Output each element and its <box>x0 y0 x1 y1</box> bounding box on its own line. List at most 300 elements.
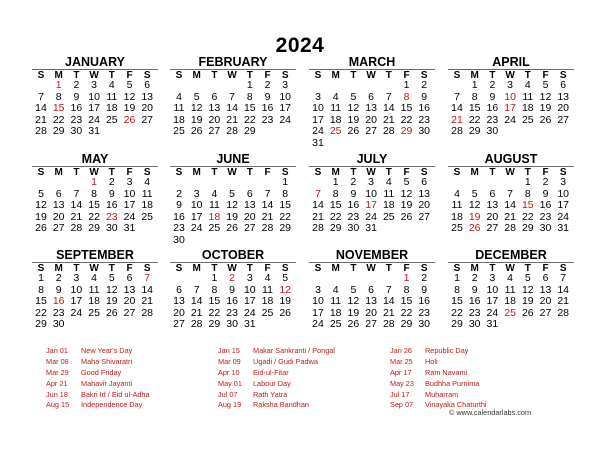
calendar-day: 19 <box>539 102 552 114</box>
holiday-day: 21 <box>451 113 463 126</box>
holiday-date: Jul 07 <box>218 389 238 399</box>
weekday-label: M <box>470 263 479 274</box>
weekday-label: T <box>385 263 392 274</box>
calendar-day: 9 <box>229 283 236 296</box>
holiday-row <box>218 379 383 390</box>
calendar-day: 17 <box>88 102 100 114</box>
calendar-day: 4 <box>176 90 182 103</box>
holiday-column <box>218 346 383 411</box>
calendar-day: 22 <box>279 210 292 223</box>
calendar-day: 30 <box>70 125 83 137</box>
calendar-day: 9 <box>176 199 182 211</box>
calendar-day: 16 <box>418 295 431 307</box>
holiday-day: 8 <box>403 90 410 103</box>
holiday-name: Maha Shivaratri <box>81 356 133 366</box>
calendar-day: 10 <box>123 187 136 200</box>
calendar-day: 27 <box>365 125 377 137</box>
calendar-day: 19 <box>190 113 203 126</box>
calendar-day: 16 <box>539 199 552 211</box>
calendar-day: 6 <box>421 176 428 188</box>
calendar-day: 18 <box>451 210 463 223</box>
calendar-day: 23 <box>539 210 552 223</box>
holiday-name: Ram Navami <box>425 367 468 377</box>
calendar-day: 1 <box>38 272 44 284</box>
holiday-day: 7 <box>315 187 321 200</box>
holiday-day: 25 <box>329 125 342 137</box>
holiday-day: 26 <box>468 222 481 234</box>
calendar-day: 25 <box>261 306 274 319</box>
holiday-name: Makar Sankranti / Pongal <box>253 346 335 355</box>
holiday-date: Jul 17 <box>390 389 410 399</box>
calendar-day: 7 <box>73 187 80 200</box>
calendar-day: 24 <box>557 210 570 223</box>
calendar-day: 27 <box>539 306 552 319</box>
month-name: OCTOBER <box>201 248 265 262</box>
calendar-day: 31 <box>243 318 256 330</box>
weekday-label: S <box>559 263 567 274</box>
calendar-day: 26 <box>347 318 360 330</box>
calendar-day: 18 <box>329 306 342 319</box>
weekday-label: F <box>264 263 271 274</box>
calendar-day: 4 <box>385 176 392 188</box>
weekday-label: T <box>350 263 357 274</box>
weekday-label: S <box>175 263 183 274</box>
calendar-day: 25 <box>382 210 395 223</box>
holiday-row <box>390 368 555 379</box>
calendar-day: 16 <box>226 295 238 307</box>
holiday-day: 12 <box>279 283 292 296</box>
calendar-day: 28 <box>557 306 570 319</box>
calendar-day: 10 <box>312 102 324 114</box>
weekday-label: F <box>264 167 271 178</box>
calendar-day: 12 <box>105 283 118 296</box>
calendar-day: 14 <box>451 102 463 114</box>
calendar-day: 2 <box>489 79 496 91</box>
weekday-label: F <box>542 167 549 178</box>
calendar-day: 8 <box>211 283 218 296</box>
calendar-day: 22 <box>451 306 463 319</box>
calendar-day: 8 <box>282 187 289 200</box>
calendar-day: 30 <box>105 222 118 234</box>
calendar-day: 29 <box>451 318 463 330</box>
calendar-day: 26 <box>539 113 552 126</box>
month-september <box>32 249 158 361</box>
calendar-day: 15 <box>400 295 413 307</box>
calendar-day: 24 <box>486 306 499 319</box>
weekday-label: W <box>505 167 515 178</box>
weekday-label: F <box>403 263 410 274</box>
calendar-day: 29 <box>243 125 256 137</box>
calendar-day: 11 <box>522 90 534 103</box>
calendar-day: 16 <box>105 199 118 211</box>
holiday-day: 18 <box>208 210 221 223</box>
weekday-label: T <box>524 167 531 178</box>
calendar-day: 4 <box>524 79 531 91</box>
calendar-day: 14 <box>190 295 203 307</box>
holiday-date: Mar 08 <box>46 356 69 366</box>
month-name: NOVEMBER <box>335 248 409 262</box>
calendar-day: 25 <box>521 113 534 126</box>
calendar-day: 14 <box>226 102 238 114</box>
calendar-day: 13 <box>365 295 377 307</box>
calendar-day: 8 <box>471 90 478 103</box>
calendar-day: 30 <box>418 318 431 330</box>
calendar-day: 22 <box>400 306 413 319</box>
calendar-day: 23 <box>226 306 238 319</box>
weekday-label: T <box>211 263 218 274</box>
calendar-day: 22 <box>400 113 413 126</box>
calendar-day: 11 <box>383 187 395 200</box>
holiday-day: 7 <box>144 272 151 284</box>
calendar-day: 30 <box>468 318 481 330</box>
calendar-day: 15 <box>329 199 342 211</box>
calendar-day: 6 <box>368 283 375 296</box>
weekday-label: S <box>453 263 461 274</box>
calendar-day: 21 <box>312 210 324 223</box>
holiday-date: Jan 15 <box>218 346 240 355</box>
holiday-date: Jan 01 <box>46 346 68 355</box>
weekday-label: M <box>192 167 201 178</box>
calendar-day: 1 <box>524 176 531 188</box>
calendar-day: 15 <box>400 102 413 114</box>
weekday-label: T <box>246 263 253 274</box>
holiday-date: Mar 09 <box>218 356 241 366</box>
calendar-day: 5 <box>403 176 410 188</box>
calendar-day: 22 <box>468 113 481 126</box>
calendar-day: 22 <box>52 113 65 126</box>
weekday-label: S <box>314 263 322 274</box>
calendar-day: 12 <box>400 187 413 200</box>
calendar-day: 30 <box>52 318 65 330</box>
calendar-day: 20 <box>52 210 65 223</box>
calendar-day: 4 <box>507 272 514 284</box>
calendar-day: 28 <box>226 125 238 137</box>
calendar-day: 11 <box>451 199 463 211</box>
calendar-day: 25 <box>451 222 463 234</box>
calendar-day: 4 <box>264 272 271 284</box>
calendar-day: 2 <box>108 176 115 188</box>
calendar-day: 12 <box>35 199 47 211</box>
calendar-day: 16 <box>261 102 274 114</box>
holiday-day: 10 <box>504 90 516 103</box>
calendar-day: 3 <box>489 272 496 284</box>
calendar-day: 20 <box>365 306 377 319</box>
weekday-label: S <box>281 263 289 274</box>
calendar-day: 3 <box>315 283 321 296</box>
calendar-day: 5 <box>38 187 44 200</box>
calendar-day: 5 <box>108 272 115 284</box>
calendar-day: 3 <box>91 79 98 91</box>
calendar-day: 13 <box>418 187 431 200</box>
holiday-name: Labour Day <box>253 378 291 388</box>
calendar-day: 9 <box>421 283 428 296</box>
weekday-label: T <box>246 70 253 81</box>
calendar-day: 23 <box>418 113 431 126</box>
calendar-day: 31 <box>88 125 100 137</box>
holiday-date: May 23 <box>390 378 414 388</box>
calendar-day: 1 <box>282 176 289 188</box>
calendar-day: 26 <box>226 222 238 234</box>
holiday-day: 2 <box>229 272 236 284</box>
weekday-label: M <box>192 263 201 274</box>
calendar-day: 30 <box>347 222 360 234</box>
calendar-day: 6 <box>560 79 567 91</box>
calendar-day: 22 <box>329 210 342 223</box>
holiday-row <box>46 400 211 411</box>
calendar-day: 21 <box>35 113 47 126</box>
weekday-label: S <box>281 70 289 81</box>
calendar-day: 29 <box>208 318 221 330</box>
calendar-day: 22 <box>243 113 256 126</box>
calendar-day: 12 <box>468 199 481 211</box>
calendar-day: 13 <box>123 283 136 296</box>
calendar-day: 28 <box>190 318 203 330</box>
calendar-day: 7 <box>193 283 200 296</box>
calendar-day: 1 <box>454 272 460 284</box>
calendar-day: 14 <box>382 295 395 307</box>
calendar-day: 26 <box>279 306 292 319</box>
calendar-day: 18 <box>261 295 274 307</box>
calendar-day: 15 <box>451 295 463 307</box>
calendar-day: 18 <box>88 295 100 307</box>
weekday-label: T <box>489 70 496 81</box>
calendar-day: 5 <box>229 187 236 200</box>
weekday-label: S <box>175 70 183 81</box>
month-name: JANUARY <box>65 55 125 69</box>
holiday-name: Mahavir Jayanti <box>81 378 133 388</box>
calendar-day: 10 <box>365 187 377 200</box>
month-november <box>309 249 435 361</box>
calendar-day: 27 <box>52 222 65 234</box>
calendar-day: 17 <box>312 113 324 126</box>
calendar-day: 27 <box>418 210 431 223</box>
calendar-year-title: 2024 <box>275 34 325 57</box>
weekday-label: T <box>385 70 392 81</box>
weekday-label: T <box>350 167 357 178</box>
calendar-day: 27 <box>486 222 499 234</box>
calendar-day: 27 <box>141 113 154 126</box>
calendar-day: 22 <box>208 306 221 319</box>
calendar-day: 17 <box>279 102 292 114</box>
calendar-day: 11 <box>208 199 220 211</box>
calendar-day: 7 <box>38 90 44 103</box>
calendar-day: 26 <box>35 222 47 234</box>
calendar-day: 9 <box>264 90 271 103</box>
calendar-day: 10 <box>312 295 324 307</box>
weekday-label: T <box>211 167 218 178</box>
calendar-day: 3 <box>73 272 80 284</box>
calendar-day: 13 <box>365 102 377 114</box>
holiday-day: 1 <box>91 176 98 188</box>
calendar-day: 1 <box>211 272 218 284</box>
calendar-day: 26 <box>105 306 118 319</box>
calendar-day: 13 <box>208 102 221 114</box>
calendar-day: 14 <box>382 102 395 114</box>
calendar-day: 7 <box>507 187 514 200</box>
calendar-day: 23 <box>347 210 360 223</box>
calendar-day: 4 <box>454 187 460 200</box>
calendar-day: 8 <box>91 187 98 200</box>
holiday-name: Eid-ul-Fitar <box>253 367 289 377</box>
holiday-row <box>218 346 383 357</box>
calendar-day: 2 <box>542 176 549 188</box>
calendar-day: 22 <box>35 306 47 319</box>
calendar-day: 29 <box>52 125 65 137</box>
weekday-label: S <box>453 70 461 81</box>
calendar-day: 6 <box>489 187 496 200</box>
calendar-day: 16 <box>70 102 83 114</box>
weekday-label: T <box>524 70 531 81</box>
calendar-day: 3 <box>507 79 514 91</box>
calendar-day: 21 <box>141 295 154 307</box>
calendar-day: 24 <box>243 306 256 319</box>
weekday-label: T <box>211 70 218 81</box>
calendar-day: 10 <box>190 199 203 211</box>
calendar-day: 31 <box>486 318 499 330</box>
calendar-day: 24 <box>365 210 377 223</box>
calendar-day: 1 <box>403 79 410 91</box>
weekday-label: S <box>453 167 461 178</box>
calendar-day: 24 <box>123 210 136 223</box>
calendar-day: 14 <box>35 102 47 114</box>
calendar-day: 8 <box>454 283 460 296</box>
calendar-day: 13 <box>557 90 570 103</box>
calendar-day: 5 <box>350 283 357 296</box>
holiday-day: 17 <box>504 102 516 114</box>
weekday-label: S <box>37 263 45 274</box>
holiday-day: 15 <box>52 102 65 114</box>
weekday-label: F <box>126 70 133 81</box>
calendar-day: 25 <box>173 125 185 137</box>
weekday-label: S <box>143 263 151 274</box>
calendar-day: 28 <box>504 222 516 234</box>
calendar-day: 27 <box>365 318 377 330</box>
calendar-day: 18 <box>173 113 185 126</box>
month-name: APRIL <box>492 55 530 69</box>
weekday-label: T <box>350 70 357 81</box>
holiday-row <box>390 390 555 401</box>
holiday-day: 19 <box>468 210 481 223</box>
holiday-day: 1 <box>403 272 410 284</box>
calendar-day: 4 <box>332 90 339 103</box>
calendar-day: 14 <box>504 199 516 211</box>
calendar-day: 9 <box>542 187 549 200</box>
calendar-day: 7 <box>560 272 567 284</box>
holiday-day: 29 <box>400 125 413 137</box>
calendar-day: 9 <box>108 187 115 200</box>
calendar-day: 30 <box>173 233 185 246</box>
holiday-name: Rath Yatra <box>253 389 288 399</box>
calendar-day: 9 <box>55 283 62 296</box>
holiday-name: Good Friday <box>81 367 122 377</box>
calendar-day: 30 <box>418 125 431 137</box>
calendar-day: 24 <box>70 306 83 319</box>
holiday-date: Apr 21 <box>46 378 68 388</box>
weekday-label: S <box>314 70 322 81</box>
calendar-day: 18 <box>141 199 154 211</box>
calendar-day: 14 <box>141 283 154 296</box>
calendar-day: 26 <box>400 210 413 223</box>
calendar-day: 19 <box>347 306 360 319</box>
calendar-day: 29 <box>329 222 342 234</box>
holiday-day: 15 <box>521 199 534 211</box>
calendar-day: 16 <box>418 102 431 114</box>
weekday-label: T <box>489 167 496 178</box>
calendar-day: 10 <box>486 283 499 296</box>
calendar-day: 28 <box>261 222 274 234</box>
weekday-label: T <box>108 70 115 81</box>
calendar-day: 29 <box>35 318 47 330</box>
calendar-day: 7 <box>454 90 460 103</box>
calendar-day: 9 <box>471 283 478 296</box>
weekday-label: F <box>542 263 549 274</box>
calendar-day: 10 <box>243 283 256 296</box>
calendar-day: 24 <box>279 113 292 126</box>
calendar-day: 4 <box>144 176 151 188</box>
holiday-day: 26 <box>123 113 136 126</box>
weekday-label: S <box>559 167 567 178</box>
calendar-day: 20 <box>365 113 377 126</box>
calendar-day: 10 <box>88 90 100 103</box>
calendar-day: 20 <box>208 113 221 126</box>
calendar-day: 24 <box>504 113 516 126</box>
calendar-day: 23 <box>70 113 83 126</box>
weekday-label: S <box>175 167 183 178</box>
calendar-day: 26 <box>347 125 360 137</box>
calendar-day: 22 <box>88 210 100 223</box>
calendar-day: 25 <box>329 318 342 330</box>
calendar-day: 14 <box>261 199 274 211</box>
calendar-day: 12 <box>539 90 552 103</box>
weekday-label: W <box>89 167 99 178</box>
calendar-day: 15 <box>243 102 256 114</box>
calendar-day: 21 <box>382 306 395 319</box>
calendar-day: 13 <box>173 295 185 307</box>
calendar-day: 22 <box>521 210 534 223</box>
holiday-name: Holi <box>425 356 438 366</box>
weekday-label: T <box>73 70 80 81</box>
calendar-day: 18 <box>105 102 118 114</box>
calendar-day: 11 <box>106 90 118 103</box>
copyright-text: © www.calendarlabs.com <box>449 408 532 417</box>
holiday-name: Budhha Purnima <box>425 378 480 388</box>
holiday-date: Mar 25 <box>390 356 413 366</box>
weekday-label: T <box>246 167 253 178</box>
calendar-day: 18 <box>504 295 516 307</box>
calendar-day: 4 <box>332 283 339 296</box>
calendar-day: 3 <box>560 176 567 188</box>
calendar-day: 23 <box>261 113 274 126</box>
calendar-day: 15 <box>279 199 292 211</box>
holiday-row <box>218 357 383 368</box>
calendar-day: 6 <box>176 283 182 296</box>
holiday-row <box>390 379 555 390</box>
holiday-name: Vinayaka Chaturthi <box>425 400 487 410</box>
calendar-day: 11 <box>504 283 516 296</box>
weekday-label: W <box>505 263 515 274</box>
calendar-day: 25 <box>105 113 118 126</box>
calendar-day: 23 <box>52 306 65 319</box>
month-name: AUGUST <box>484 152 538 166</box>
weekday-label: F <box>403 70 410 81</box>
calendar-day: 21 <box>557 295 570 307</box>
holiday-date: Aug 15 <box>46 400 70 410</box>
calendar-day: 19 <box>521 295 534 307</box>
calendar-day: 1 <box>332 176 339 188</box>
holiday-name: Ugadi / Gudi Padwa <box>253 356 318 366</box>
calendar-day: 11 <box>141 187 153 200</box>
weekday-label: M <box>192 70 201 81</box>
